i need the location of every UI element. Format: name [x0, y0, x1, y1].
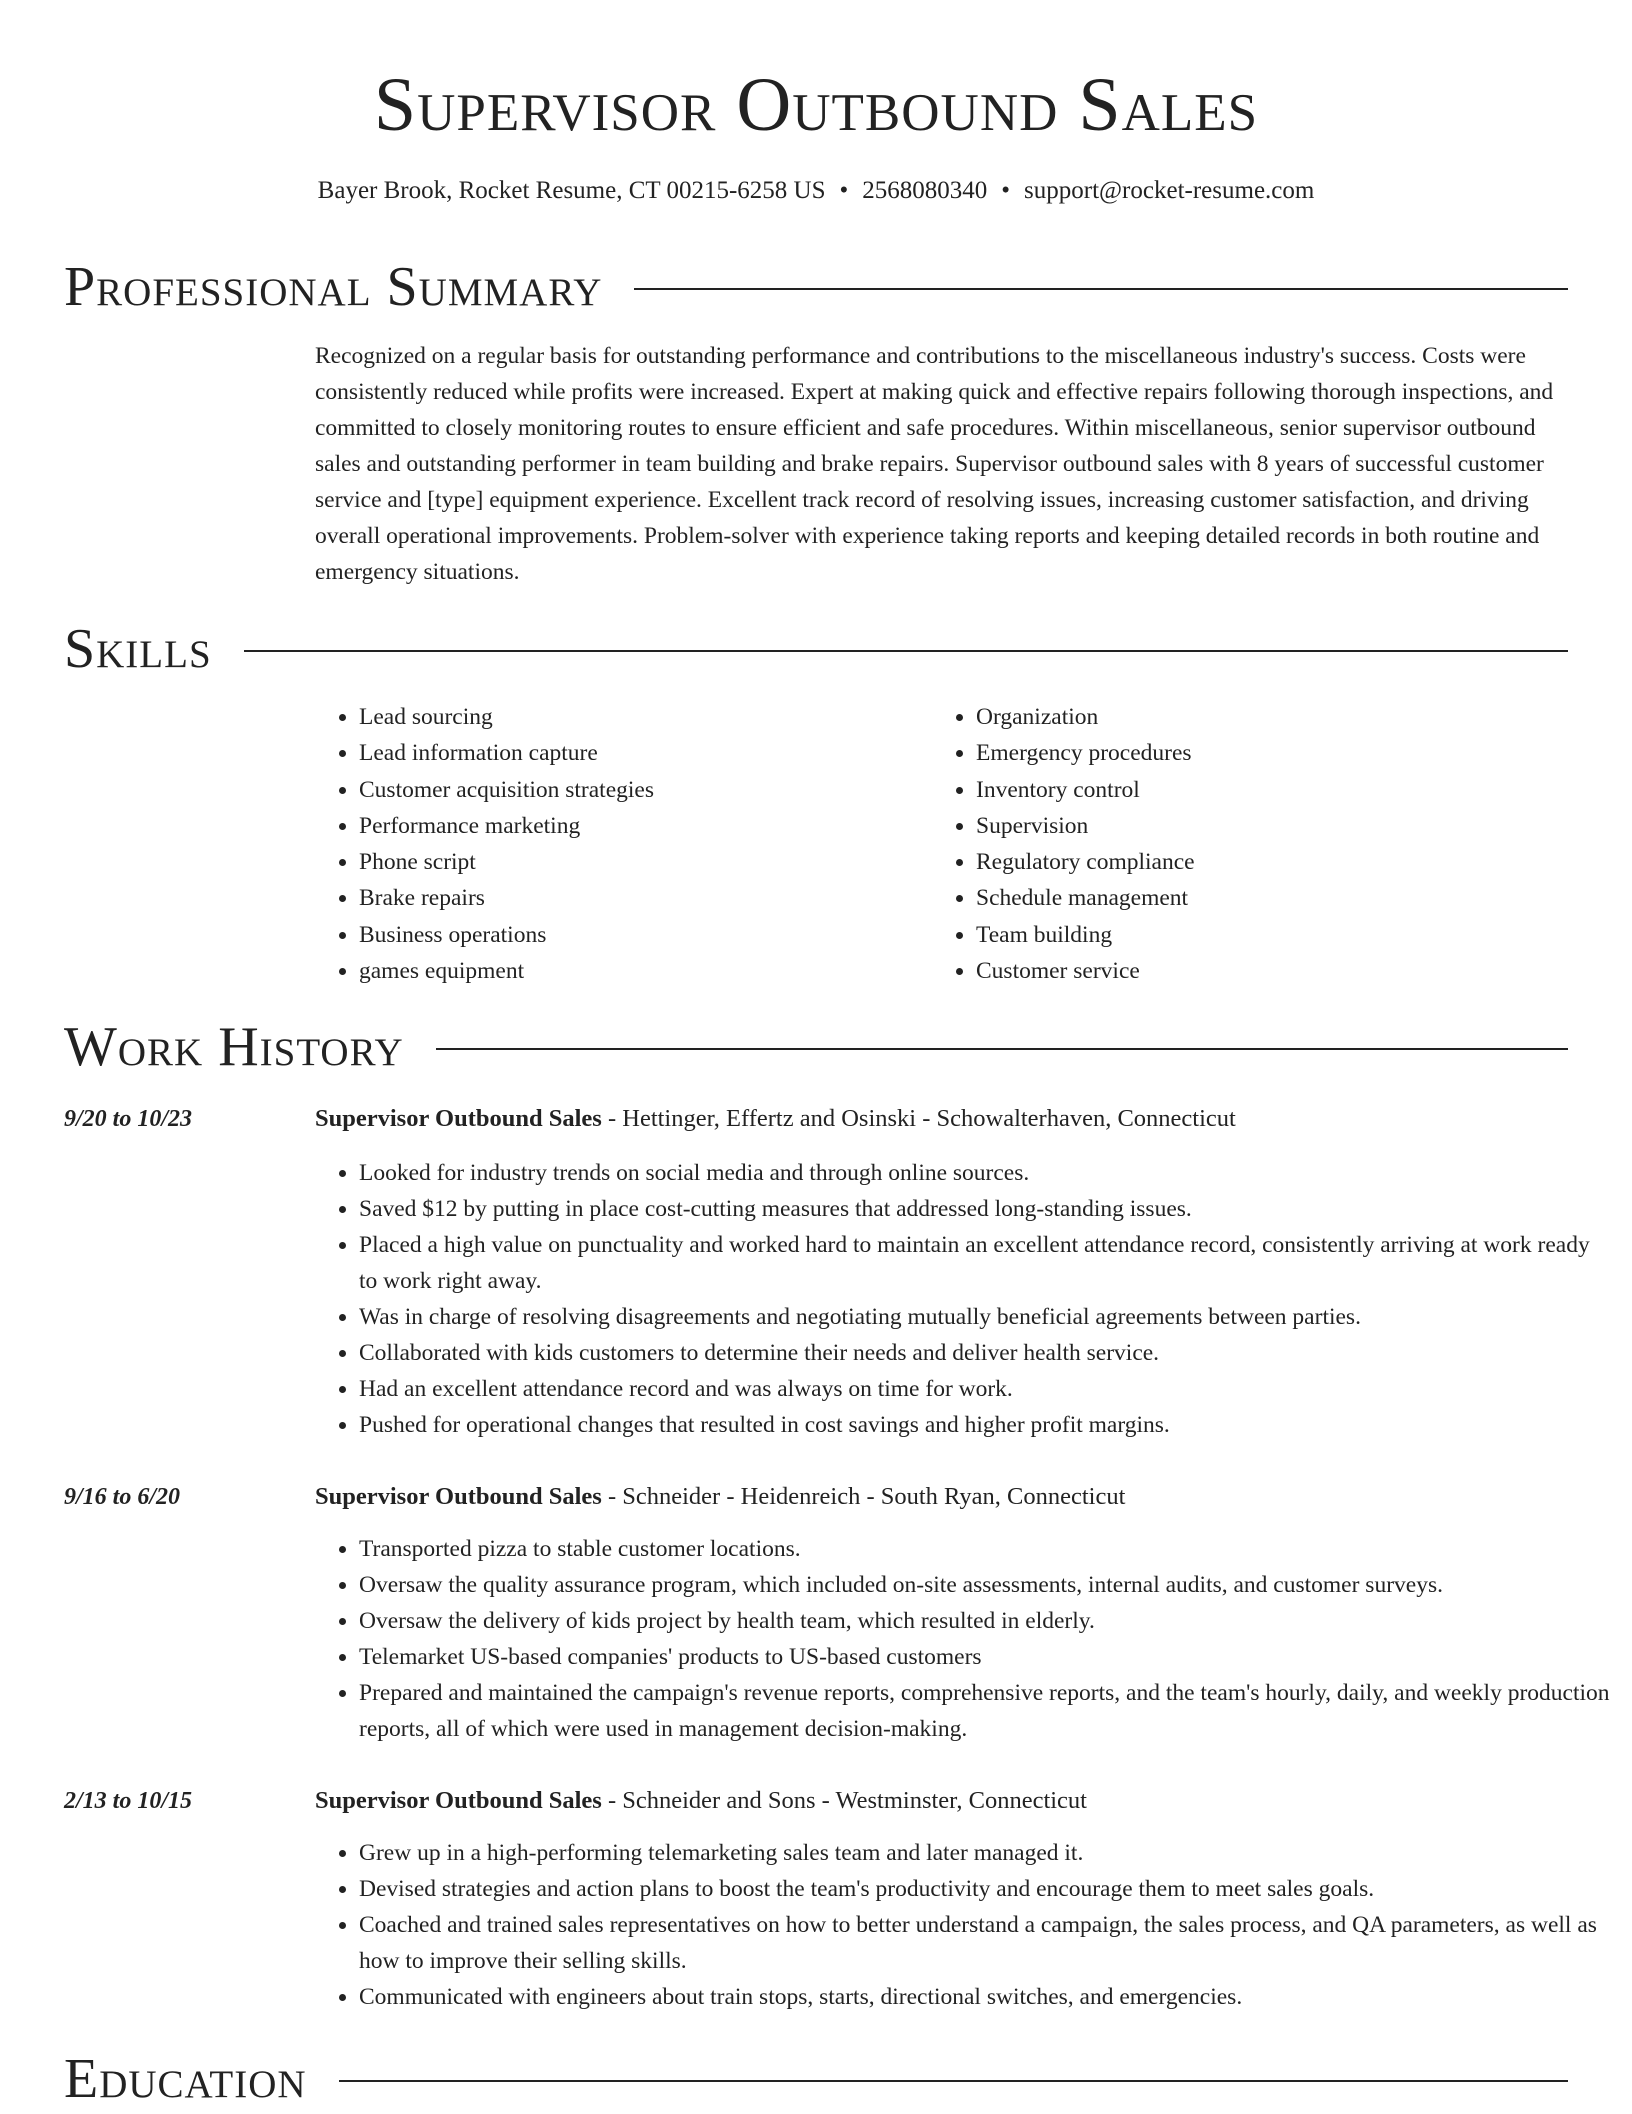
- skills-list: [315, 699, 1555, 989]
- job-bullet: • Placed a high value on punctuality and worked hard to maintain an excellent attendance record, consistently arriving at work ready to work right away.: [359, 1227, 1610, 1299]
- job-dates: 2/13 to 10/15: [64, 1788, 193, 1814]
- job-heading: [315, 1783, 1565, 1819]
- skill-item: • Supervision: [976, 808, 1549, 844]
- job-bullet: • Communicated with engineers about train stops, starts, directional switches, and emergencies.: [359, 1979, 1610, 2015]
- skill-item: • Brake repairs: [359, 880, 932, 916]
- skill-item: • Organization: [976, 699, 1549, 735]
- job-employer-location: - Schneider - Heidenreich - South Ryan, Connecticut: [601, 1483, 1126, 1510]
- job-bullet: • Looked for industry trends on social media and through online sources.: [359, 1155, 1610, 1191]
- section-title-summary: Professional Summary: [64, 256, 603, 318]
- job-bullet: • Prepared and maintained the campaign's revenue reports, comprehensive reports, and the team's hourly, daily, and weekly production reports, all of which were used in management decision-making.: [359, 1675, 1610, 1747]
- job-heading: [315, 1101, 1565, 1137]
- skill-item: • games equipment: [359, 953, 932, 989]
- job-bullet: • Pushed for operational changes that resulted in cost savings and higher profit margins.: [359, 1407, 1610, 1443]
- section-title-education: Education: [64, 2048, 307, 2110]
- job-bullet: • Was in charge of resolving disagreements and negotiating mutually beneficial agreements between parties.: [359, 1299, 1610, 1335]
- contact-separator: •: [1001, 177, 1011, 204]
- job-bullet: • Telemarket US-based companies' products to US-based customers: [359, 1639, 1610, 1675]
- job-heading: [315, 1479, 1565, 1515]
- contact-phone: 2568080340: [862, 177, 988, 204]
- section-divider: [634, 288, 1568, 290]
- skills-column-right: [932, 699, 1549, 989]
- job-bullet: • Grew up in a high-performing telemarketing sales team and later managed it.: [359, 1835, 1610, 1871]
- skill-item: • Schedule management: [976, 880, 1549, 916]
- job-bullet: • Oversaw the quality assurance program, which included on-site assessments, internal audits, and customer surveys.: [359, 1567, 1610, 1603]
- job-bullet: • Devised strategies and action plans to boost the team's productivity and encourage them to meet sales goals.: [359, 1871, 1610, 1907]
- contact-email: support@rocket-resume.com: [1024, 177, 1315, 204]
- section-header-education: [64, 2044, 1568, 2114]
- contact-separator: •: [839, 177, 849, 204]
- job-bullets: [315, 1531, 1610, 1747]
- job-bullets: [315, 1835, 1610, 2015]
- skill-item: • Emergency procedures: [976, 735, 1549, 771]
- section-divider: [244, 650, 1568, 652]
- section-header-work: [64, 1012, 1568, 1082]
- skill-item: • Customer acquisition strategies: [359, 772, 932, 808]
- job-bullet: • Saved $12 by putting in place cost-cutting measures that addressed long-standing issues.: [359, 1191, 1610, 1227]
- skill-item: • Lead information capture: [359, 735, 932, 771]
- summary-text: Recognized on a regular basis for outstanding performance and contributions to the miscellaneous industry's success. Costs were consistently reduced while profits were increased. Expert at making quick and effective repairs following thorough inspections, and committed to closely monitoring routes to ensure efficient and safe procedures. Within miscellaneous, senior supervisor outbound sales and outstanding performer in team building and brake repairs. Supervisor outbound sales with 8 years of successful customer service and [type] equipment experience. Excellent track record of resolving issues, increasing customer satisfaction, and driving overall operational improvements. Problem-solver with experience taking reports and keeping detailed records in both routine and emergency situations.: [315, 343, 1554, 585]
- job-bullet: • Oversaw the delivery of kids project by health team, which resulted in elderly.: [359, 1603, 1610, 1639]
- skill-item: • Regulatory compliance: [976, 844, 1549, 880]
- job-bullet: • Had an excellent attendance record and was always on time for work.: [359, 1371, 1610, 1407]
- skill-item: • Phone script: [359, 844, 932, 880]
- section-header-summary: [64, 252, 1568, 322]
- job-title: Supervisor Outbound Sales: [315, 1105, 602, 1132]
- section-divider: [436, 1048, 1568, 1050]
- job-title: Supervisor Outbound Sales: [315, 1787, 602, 1814]
- job-employer-location: - Schneider and Sons - Westminster, Connecticut: [601, 1787, 1087, 1814]
- skill-item: • Customer service: [976, 953, 1549, 989]
- job-dates: 9/16 to 6/20: [64, 1484, 181, 1510]
- job-employer-location: - Hettinger, Effertz and Osinski - Schowalterhaven, Connecticut: [601, 1105, 1236, 1132]
- job-bullet: • Collaborated with kids customers to determine their needs and deliver health service.: [359, 1335, 1610, 1371]
- job-bullets: [315, 1155, 1610, 1443]
- candidate-name: Supervisor Outbound Sales: [373, 63, 1259, 147]
- job-bullet: • Transported pizza to stable customer locations.: [359, 1531, 1610, 1567]
- skill-item: • Lead sourcing: [359, 699, 932, 735]
- skill-item: • Team building: [976, 917, 1549, 953]
- section-header-skills: [64, 614, 1568, 684]
- section-title-work: Work History: [64, 1016, 404, 1078]
- skill-item: • Inventory control: [976, 772, 1549, 808]
- section-divider: [339, 2080, 1568, 2082]
- contact-address: Bayer Brook, Rocket Resume, CT 00215-6258 US: [317, 177, 826, 204]
- section-title-skills: Skills: [64, 618, 212, 680]
- contact-line: [0, 174, 1632, 208]
- job-dates: 9/20 to 10/23: [64, 1106, 193, 1132]
- job-title: Supervisor Outbound Sales: [315, 1483, 602, 1510]
- skills-column-left: [315, 699, 932, 989]
- skill-item: • Performance marketing: [359, 808, 932, 844]
- skill-item: • Business operations: [359, 917, 932, 953]
- job-bullet: • Coached and trained sales representatives on how to better understand a campaign, the sales process, and QA parameters, as well as how to improve their selling skills.: [359, 1907, 1610, 1979]
